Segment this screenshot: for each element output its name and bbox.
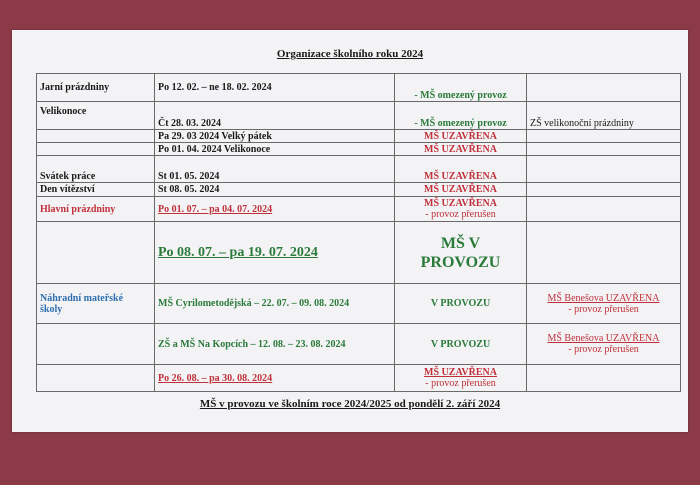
row-status [395,222,527,284]
row-status: MŠ UZAVŘENA [395,143,527,156]
row-date: Po 01. 04. 2024 Velikonoce [155,143,395,156]
table-row [37,183,681,197]
table-row [37,324,681,365]
row-date: Po 01. 07. – pa 04. 07. 2024 [155,197,395,222]
row-label: Svátek práce [37,156,155,183]
row-note [527,222,681,284]
row-status: MŠ UZAVŘENA [395,130,527,143]
row-date: MŠ Cyrilometodějská – 22. 07. – 09. 08. 2024 [155,284,395,324]
label-line: Náhradní mateřské [40,292,124,304]
label-line: školy [40,303,63,315]
note-line: MŠ Benešova UZAVŘENA [547,292,660,304]
row-status: MŠ UZAVŘENA [395,183,527,197]
row-status: MŠ UZAVŘENA [395,156,527,183]
row-note [527,156,681,183]
schedule-sheet [12,30,688,432]
row-date: Po 26. 08. – pa 30. 08. 2024 [155,365,395,392]
row-label [37,324,155,365]
row-note [527,197,681,222]
row-status: V PROVOZU [395,324,527,365]
table-row [37,365,681,392]
table-row [37,284,681,324]
row-note [527,143,681,156]
note-line: - provoz přerušen [568,344,639,355]
status-line: MŠ UZAVŘENA [424,198,497,209]
row-label: Jarní prázdniny [37,74,155,102]
row-note: ZŠ velikonoční prázdniny [527,102,681,130]
row-date: Pa 29. 03 2024 Velký pátek [155,130,395,143]
row-date: ZŠ a MŠ Na Kopcích – 12. 08. – 23. 08. 2024 [155,324,395,365]
row-date: Po 12. 02. – ne 18. 02. 2024 [155,74,395,102]
status-line: MŠ V [440,234,481,252]
row-label [37,130,155,143]
note-line: - provoz přerušen [568,303,639,315]
row-note [527,365,681,392]
status-line: MŠ UZAVŘENA [424,367,497,378]
row-note [527,284,681,324]
row-label: Velikonoce [37,102,155,130]
table-row [37,130,681,143]
status-line: - provoz přerušen [425,209,496,220]
row-label: Den vítězství [37,183,155,197]
schedule-table [36,73,681,392]
table-row [37,156,681,183]
row-date: Po 08. 07. – pa 19. 07. 2024 [155,222,395,284]
row-note [527,324,681,365]
row-label [37,284,155,324]
table-row [37,143,681,156]
row-note [527,183,681,197]
row-label [37,365,155,392]
row-status [395,197,527,222]
status-line: PROVOZU [420,253,501,271]
row-label [37,222,155,284]
table-row [37,222,681,284]
page-title: Organizace školního roku 2024 [276,48,424,60]
row-label [37,143,155,156]
table-row [37,197,681,222]
status-line: - provoz přerušen [425,378,496,389]
row-label: Hlavní prázdniny [37,197,155,222]
row-note [527,130,681,143]
table-row [37,102,681,130]
row-date: Čt 28. 03. 2024 [155,102,395,130]
row-note [527,74,681,102]
row-status: - MŠ omezený provoz [395,74,527,102]
note-line: MŠ Benešova UZAVŘENA [547,333,660,344]
row-status [395,365,527,392]
row-status: V PROVOZU [395,284,527,324]
row-status: - MŠ omezený provoz [395,102,527,130]
row-date: St 01. 05. 2024 [155,156,395,183]
footer-note: MŠ v provozu ve školním roce 2024/2025 od pondělí 2. září 2024 [199,398,501,410]
row-date: St 08. 05. 2024 [155,183,395,197]
table-row [37,74,681,102]
